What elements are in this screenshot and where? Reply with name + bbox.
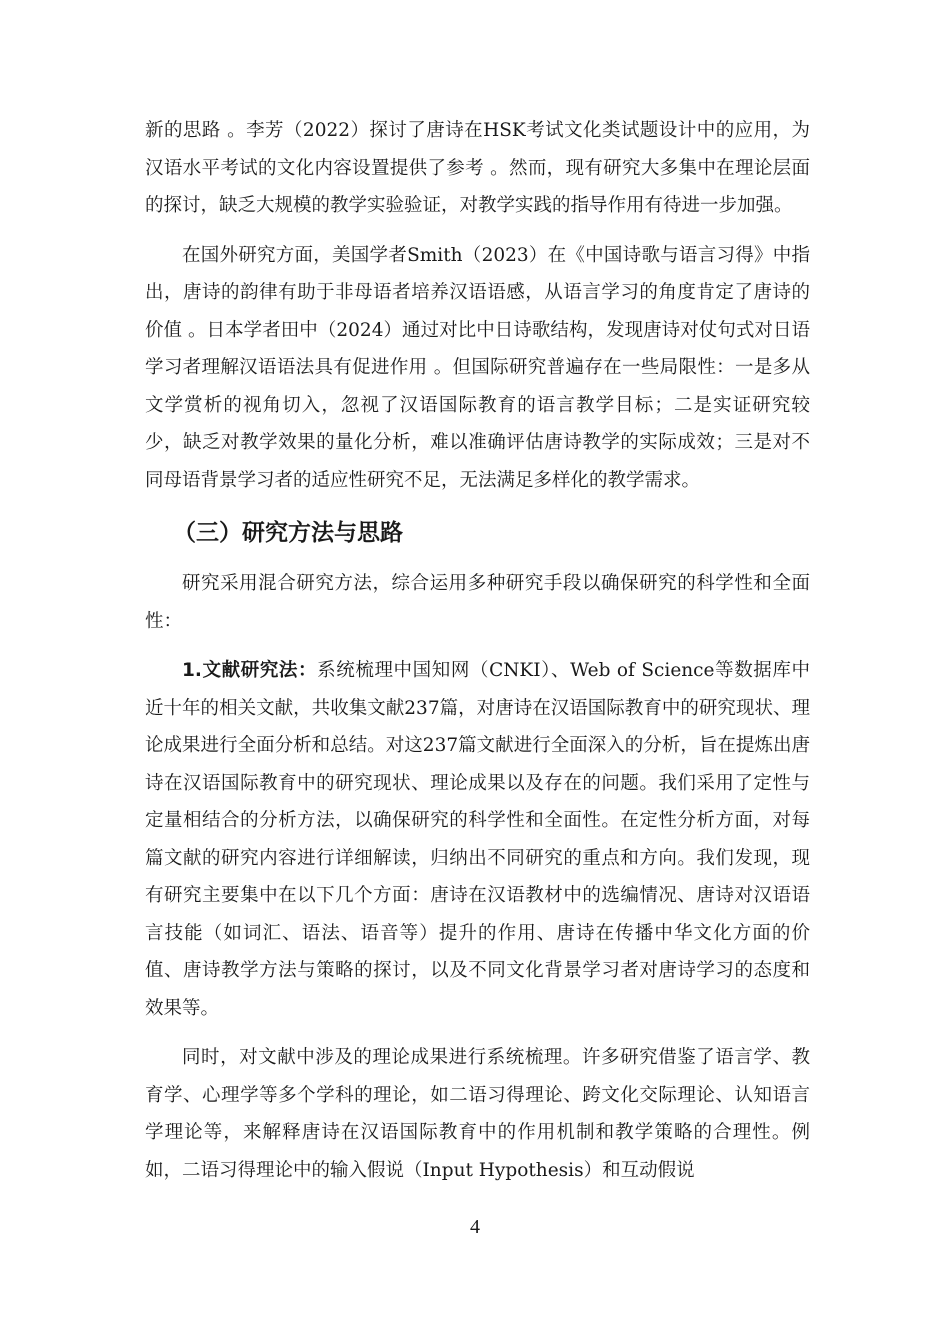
body-paragraph-foreign-research: 在国外研究方面，美国学者Smith（2023）在《中国诗歌与语言习得》中指出，唐诗的韵律有助于非母语者培养汉语语感，从语言学习的角度肯定了唐诗的价值 。日本学者田中（2024）通过对比中日诗歌结构，发现唐诗对仗句式对日语学习者理解汉语语法具有促进作用 。但国际研究普遍存在一些局限性：一是多从文学赏析的视角切入，忽视了汉语国际教育的语言教学目标；二是实证研究较少，缺乏对教学效果的量化分析，难以准确评估唐诗教学的实际成效；三是对不同母语背景学习者的适应性研究不足，无法满足多样化的教学需求。 [145, 244, 810, 491]
list-item-literature-method [145, 652, 810, 1027]
section-intro-paragraph: 研究采用混合研究方法，综合运用多种研究手段以确保研究的科学性和全面性： [145, 573, 810, 632]
body-paragraph-theory: 同时，对文献中涉及的理论成果进行系统梳理。许多研究借鉴了语言学、教育学、心理学等多个学科的理论，如二语习得理论、跨文化交际理论、认知语言学理论等，来解释唐诗在汉语国际教育中的作用机制和教学策略的合理性。例如，二语习得理论中的输入假说（Input Hypothesis）和互动假说 [145, 1047, 810, 1181]
page-body [145, 112, 810, 1201]
page-number: 4 [470, 1216, 480, 1238]
section-heading: （三）研究方法与思路 [173, 520, 403, 546]
list-item-label: 1.文献研究法： [182, 660, 318, 681]
body-paragraph-continued: 新的思路 。李芳（2022）探讨了唐诗在HSK考试文化类试题设计中的应用，为汉语水平考试的文化内容设置提供了参考 。然而，现有研究大多集中在理论层面的探讨，缺乏大规模的教学实验验证，对教学实践的指导作用有待进一步加强。 [145, 120, 810, 216]
list-item-text: 系统梳理中国知网（CNKI）、Web of Science等数据库中近十年的相关文献，共收集文献237篇，对唐诗在汉语国际教育中的研究现状、理论成果进行全面分析和总结。对这237篇文献进行全面深入的分析，旨在提炼出唐诗在汉语国际教育中的研究现状、理论成果以及存在的问题。我们采用了定性与定量相结合的分析方法，以确保研究的科学性和全面性。在定性分析方面，对每篇文献的研究内容进行详细解读，归纳出不同研究的重点和方向。我们发现，现有研究主要集中在以下几个方面：唐诗在汉语教材中的选编情况、唐诗对汉语语言技能（如词汇、语法、语音等）提升的作用、唐诗在传播中华文化方面的价值、唐诗教学方法与策略的探讨，以及不同文化背景学习者对唐诗学习的态度和效果等。 [145, 660, 811, 1019]
